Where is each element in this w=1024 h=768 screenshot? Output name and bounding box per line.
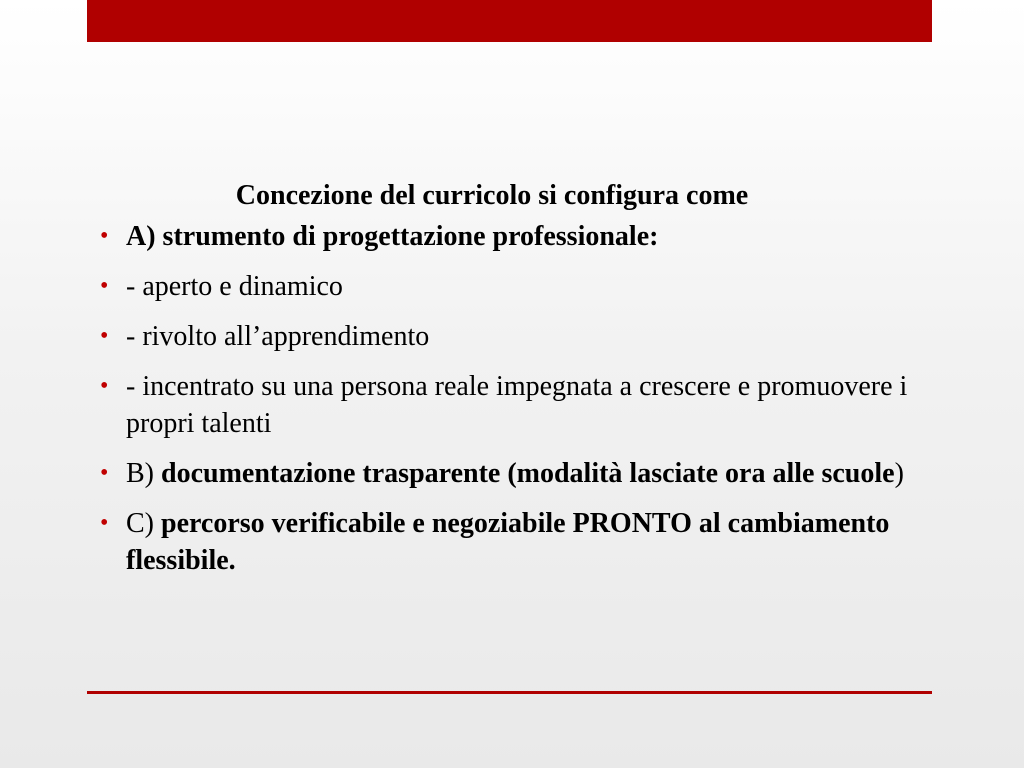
bullet-bold-text: A) strumento di progettazione professionale:: [126, 221, 659, 252]
slide-content: [100, 176, 920, 592]
bullet-bold-text: documentazione trasparente (modalità lasciate ora alle scuole: [161, 458, 895, 489]
bullet-item-aperto: [100, 268, 920, 305]
bullet-text: - aperto e dinamico: [126, 271, 343, 302]
bullet-text: B): [126, 458, 161, 489]
bullet-text: - rivolto all’apprendimento: [126, 321, 430, 352]
bullet-item-incentrato: [100, 368, 920, 442]
bullet-item-b: [100, 455, 920, 492]
bullet-item-a: [100, 218, 920, 255]
bullet-icon: •: [100, 223, 109, 249]
bullet-list: [100, 218, 920, 579]
bullet-icon: •: [100, 273, 109, 299]
bullet-text: - incentrato su una persona reale impegnata a crescere e promuovere i propri talenti: [126, 371, 908, 439]
top-accent-bar: [87, 0, 932, 42]
bullet-item-rivolto: [100, 318, 920, 355]
bullet-icon: •: [100, 373, 109, 399]
bullet-bold-text: percorso verificabile e negoziabile PRONTO al cambiamento flessibile.: [126, 508, 890, 576]
bullet-text-suffix: ): [894, 458, 904, 489]
bullet-icon: •: [100, 323, 109, 349]
bullet-text: C): [126, 508, 161, 539]
bullet-icon: •: [100, 460, 109, 486]
slide-heading: Concezione del curricolo si configura come: [235, 180, 749, 211]
bullet-icon: •: [100, 510, 109, 536]
bottom-accent-rule: [87, 691, 932, 694]
bullet-item-c: [100, 505, 920, 579]
